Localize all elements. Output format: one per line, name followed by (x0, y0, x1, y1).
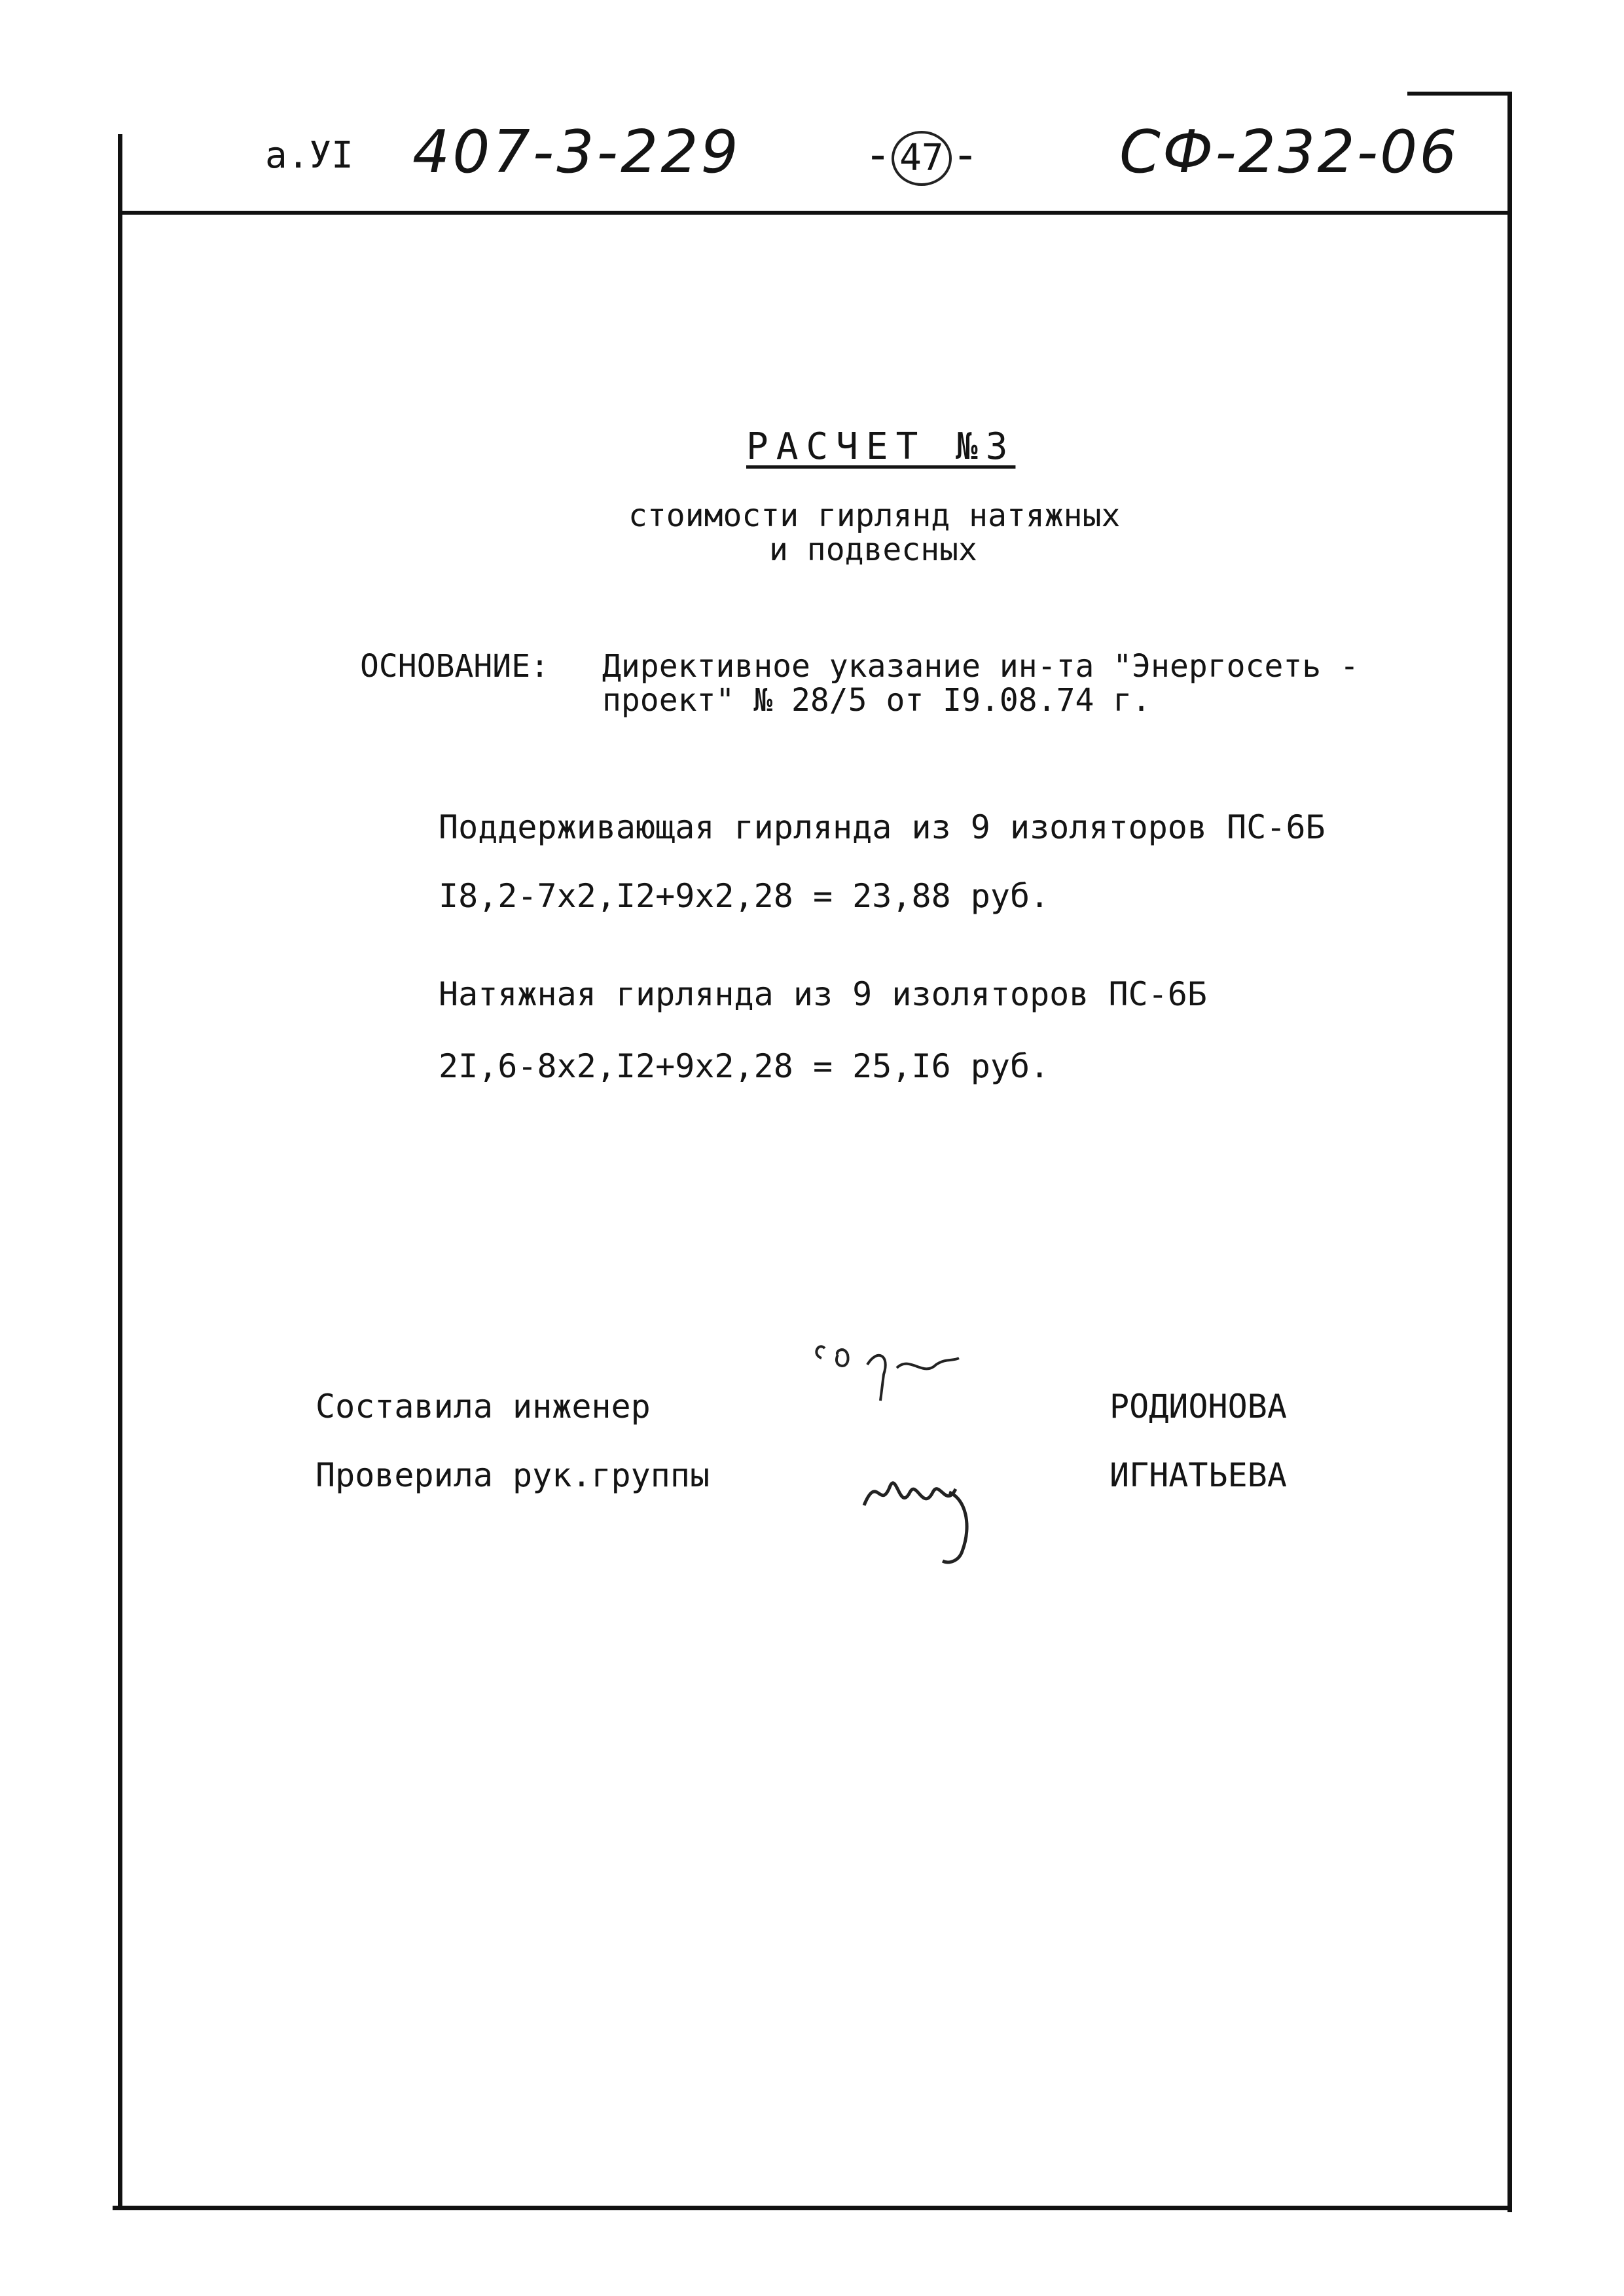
basis-text-line2: проект" № 28/5 от I9.08.74 г. (602, 682, 1151, 719)
page-number: - 47 - (864, 128, 979, 186)
page-number-value: 47 (892, 131, 951, 186)
calculation-label: Натяжная гирлянда из 9 изоляторов ПС-6Б (439, 975, 1207, 1013)
frame-bottom-line (113, 2206, 1512, 2210)
document-code: СФ-232-06 (1119, 118, 1459, 187)
basis-text-line1: Директивное указание ин-та "Энергосеть - (602, 648, 1359, 685)
project-code: 407-3-229 (412, 118, 741, 187)
signature-role: Проверила рук.группы (316, 1456, 710, 1494)
frame-right-line (1507, 92, 1512, 2212)
header-divider (118, 211, 1512, 215)
signature-name: РОДИОНОВА (1110, 1388, 1287, 1426)
sheet-label: а.УI (265, 134, 353, 177)
frame-top-corner (1407, 92, 1512, 96)
document-subtitle-line1: стоимости гирлянд натяжных (628, 497, 1121, 534)
document-subtitle-line2: и подвесных (769, 531, 977, 568)
handwritten-signature-1 (805, 1329, 1001, 1427)
basis-label: ОСНОВАНИЕ: (360, 648, 549, 685)
calculation-label: Поддерживающая гирлянда из 9 изоляторов ПС-6Б (439, 808, 1326, 846)
handwritten-signature-2 (851, 1446, 1021, 1571)
frame-left-line (118, 134, 122, 2209)
document-title: РАСЧЕТ №3 (746, 425, 1016, 468)
calculation-expression: 2I,6-8x2,I2+9x2,28 = 25,I6 руб. (439, 1047, 1050, 1085)
calculation-expression: I8,2-7x2,I2+9x2,28 = 23,88 руб. (439, 877, 1050, 915)
signature-name: ИГНАТЬЕВА (1110, 1456, 1287, 1494)
signature-role: Составила инженер (316, 1388, 651, 1426)
